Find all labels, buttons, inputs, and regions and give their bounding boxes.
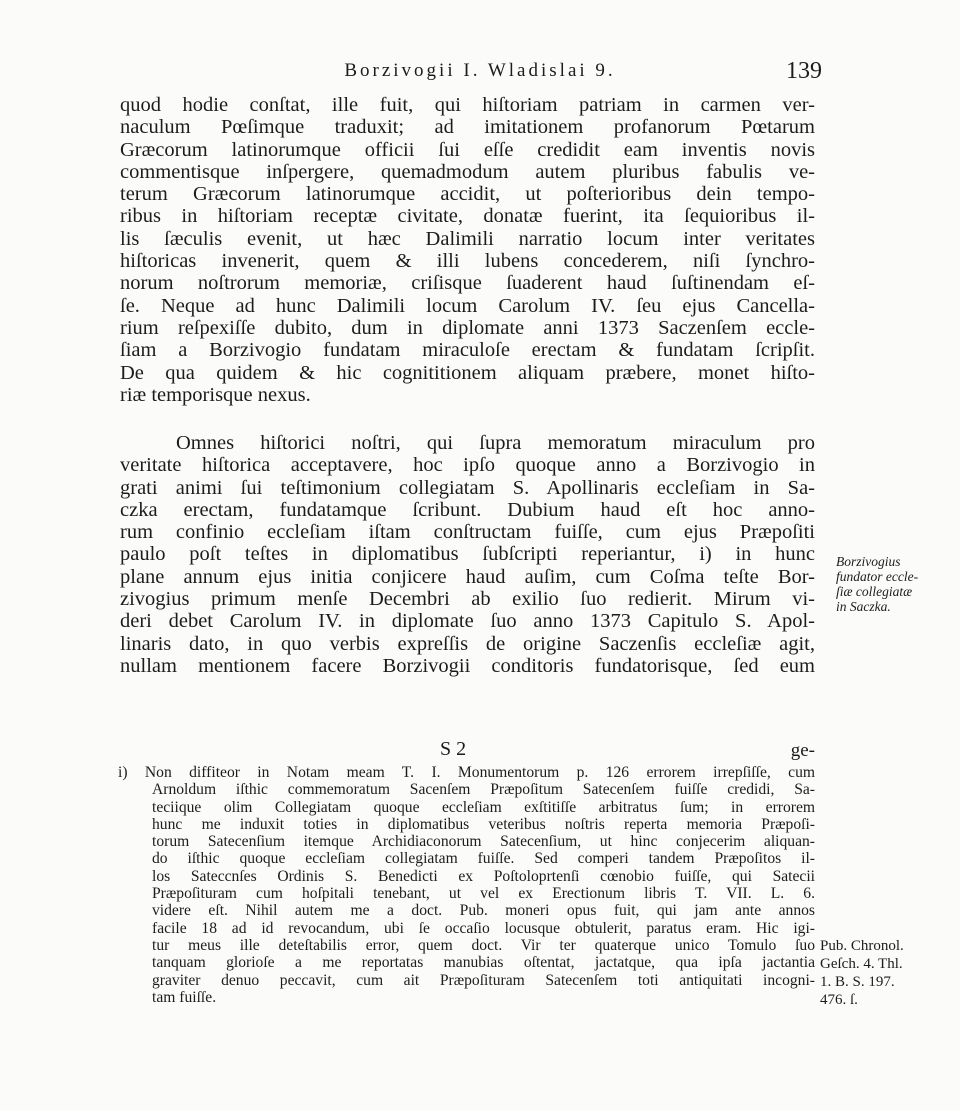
footnote-line: torum Satecenſium itemque Archidiaconorum Satecenſium, ut hinc conjecerim aliquan- (152, 833, 815, 851)
text-line: naculum Pœſimque traduxit; ad imitationem profanorum Pœtarum (120, 116, 815, 139)
margin-note-line: fundator eccle- (836, 569, 919, 584)
footnote-line: i) Non diffiteor in Notam meam T. I. Monumentorum p. 126 errorem irrepſiſſe, cum (118, 764, 815, 781)
text-line: riæ temporisque nexus. (120, 383, 311, 406)
text-line: hiſtoricas invenerit, quem & illi lubens concederem, niſi ſynchro- (120, 250, 815, 273)
footnote-line: videre eſt. Nihil autem me a doct. Pub. moneri opus fuit, qui jam ante annos (152, 902, 815, 920)
text-line: Græcorum latinorumque officii ſui eſſe credidit eam inventis novis (120, 138, 815, 161)
text-line: veritate hiſtorica acceptavere, hoc ipſo quoque anno a Borzivogio in (120, 454, 815, 477)
footnote-line: tur meus ille deteſtabilis error, quem doct. Vir ter quaterque unico Tomulo ſuo (152, 936, 815, 954)
text-line: grati animi ſui teſtimonium collegiatam S. Apollinaris eccleſiam in Sa- (120, 476, 815, 499)
text-line: czka erectam, fundatamque ſcribunt. Dubium haud eſt hoc anno- (120, 498, 815, 521)
text-line: rium reſpexiſſe dubito, dum in diplomate anni 1373 Saczenſem eccle- (120, 316, 815, 339)
text-line: De qua quidem & hic cognititionem aliquam præbere, monet hiſto- (120, 361, 815, 384)
text-line: zivogius primum menſe Decembri ab exilio ſuo redierit. Mirum vi- (120, 588, 815, 611)
text-line: commentisque inſpergere, quemadmodum autem pluribus fabulis ve- (120, 160, 815, 183)
page-number: 139 (786, 58, 822, 84)
paragraph-1 (120, 94, 815, 406)
text-line: norum noſtrorum memoriæ, criſisque ſuaderent haud ſuſtinendam eſ- (120, 272, 815, 295)
text-line: paulo poſt teſtes in diplomatibus ſubſcripti reperiantur, i) in hunc (120, 543, 815, 566)
margin-note (836, 554, 946, 614)
footnote-line: facile 18 ad id revocandum, ubi ſe occaſio locusque obtulerit, paratus eram. Hic igi- (152, 919, 815, 937)
text-line: linaris dato, in quo verbis expreſſis de origine Saczenſis eccleſiæ agit, (120, 632, 815, 655)
footnote-line: teciique olim Collegiatam quoque eccleſiam exſtitiſſe arbitratus ſum; in errorem (152, 798, 815, 816)
running-head (0, 58, 960, 92)
footnote-line: tam fuiſſe. (152, 988, 217, 1006)
footnote-line: do iſthic quoque eccleſiam collegiatam fuiſſe. Sed comperi tandem Præpoſitos il- (152, 850, 815, 868)
text-line: plane annum ejus initia conjicere haud auſim, cum Coſma teſte Bor- (120, 565, 815, 588)
footnote (120, 764, 815, 1006)
footnote-line: graviter denuo peccavit, cum ait Præpoſituram Satecenſem toti antiquitati incogni- (152, 971, 815, 989)
text-line: Omnes hiſtorici noſtri, qui ſupra memoratum miraculum pro (176, 432, 815, 454)
margin-note-line: Borzivogius (836, 554, 901, 569)
margin-note-line: ſiæ collegiatæ (836, 584, 913, 599)
margin-note-line: in Saczka. (836, 599, 891, 614)
text-line: ſe. Neque ad hunc Dalimili locum Carolum IV. ſeu ejus Cancella- (120, 294, 815, 317)
margin-reference-line: 476. ſ. (820, 992, 858, 1008)
text-line: ſiam a Borzivogio fundatam miraculoſe erectam & fundatam ſcripſit. (120, 339, 815, 362)
margin-reference (820, 937, 950, 1009)
footnote-line: hunc me induxit toties in diplomatibus veteribus noſtris reperta memoria Præpoſi- (152, 815, 815, 833)
margin-reference-line: Geſch. 4. Thl. (820, 956, 903, 972)
footnote-line: tanquam glorioſe a me reportatas manubias oſtentat, jactatque, qua ipſa jactantia (152, 954, 815, 972)
text-line: terum Græcorum latinorumque accidit, ut poſterioribus dein tempo- (120, 183, 815, 206)
text-line: deri debet Carolum IV. in diplomate ſuo anno 1373 Capitulo S. Apol- (120, 610, 815, 633)
paragraph-2 (120, 432, 815, 677)
footnote-line: Præpoſituram cum hoſpitali tenebant, ut vel ex Erectionum libris T. VII. L. 6. (152, 885, 815, 903)
catchword: ge- (790, 740, 815, 761)
text-line: lis ſæculis evenit, ut hæc Dalimili narratio locum inter veritates (120, 227, 815, 250)
footnote-line: los Sateccnſes Ordinis S. Benedicti ex Poſtoloprtenſi cœnobio fuiſſe, qui Satecii (152, 867, 815, 885)
margin-reference-line: Pub. Chronol. (820, 938, 904, 954)
margin-reference-line: 1. B. S. 197. (820, 974, 895, 990)
signature-mark: S 2 (440, 738, 467, 760)
text-line: nullam mentionem facere Borzivogii conditoris fundatorisque, ſed eum (120, 654, 815, 677)
text-line: ribus in hiſtoriam receptæ civitate, donatæ fuerint, ita ſequioribus il- (120, 205, 815, 228)
footnote-line: Arnoldum iſthic commemoratum Sacenſem Præpoſitum Satecenſem fuiſſe credidi, Sa- (152, 781, 815, 799)
running-title: Borzivogii I. Wladislai 9. (344, 60, 616, 81)
text-line: quod hodie conſtat, ille fuit, qui hiſtoriam patriam in carmen ver- (120, 94, 815, 116)
text-line: rum confinio eccleſiam iſtam conſtructam fuiſſe, cum ejus Præpoſiti (120, 521, 815, 544)
signature-line (120, 738, 815, 760)
